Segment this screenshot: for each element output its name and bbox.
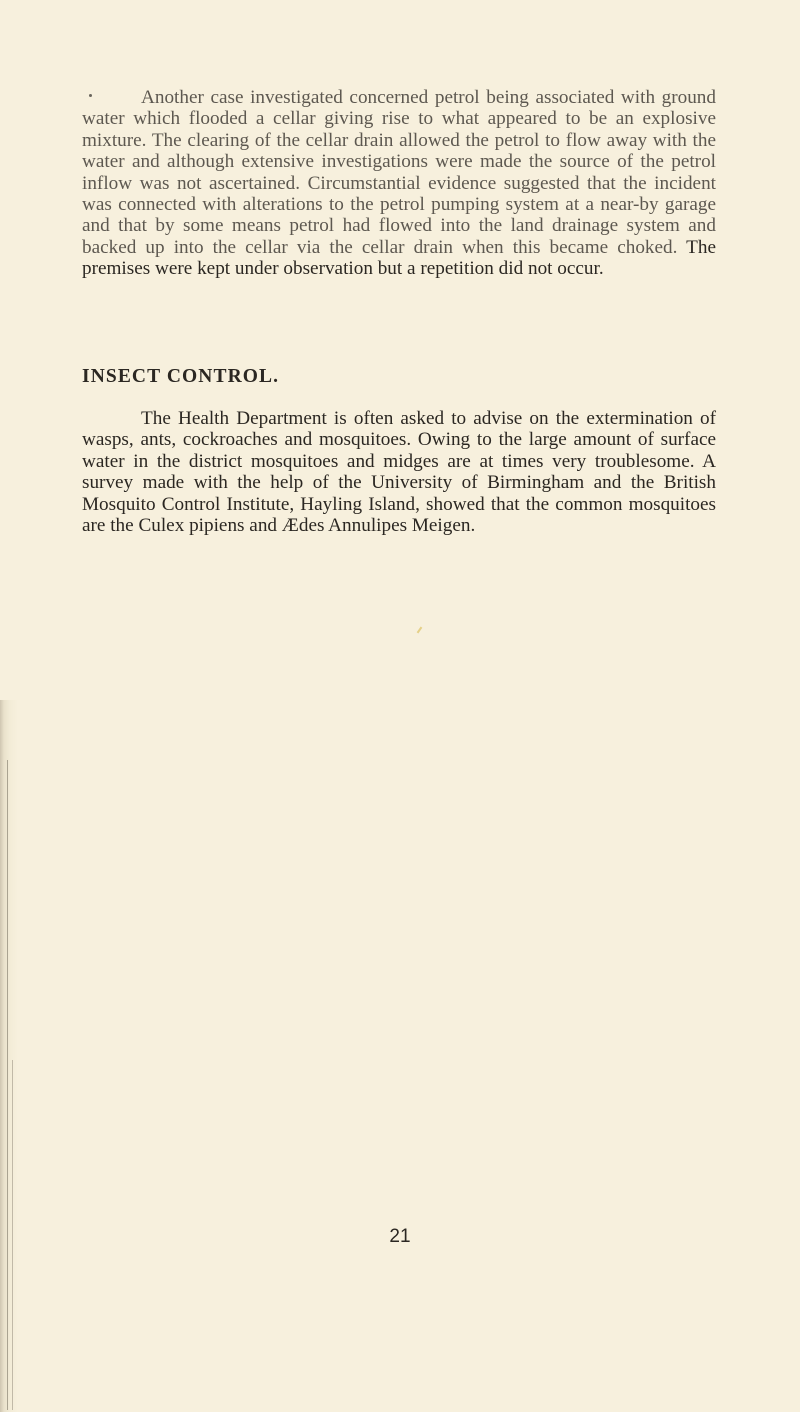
paragraph-petrol-case-lead: Another case investigated concerned petrol being associated with ground water which flooded a cellar giving rise to what appeared to be an explosive mixture. The clearing of the cellar drain allowed the petrol to flow away with the water and although extensive investigations were made the source of the petrol inflow was not ascertained. Circumstantial evidence suggested that the incident was connected with alterations to the petrol pumping system at a near-by garage and that by some means petrol had flowed into the land drainage system and backed up into the cellar via the cellar drain when this became choked.	[82, 87, 716, 258]
paragraph-petrol-case	[82, 87, 716, 280]
paragraph-petrol-case-tail: The premises were kept under observation but a repetition did not occur.	[82, 236, 717, 280]
page-number: 21	[389, 1226, 411, 1247]
binding-edge-line	[7, 760, 8, 1410]
binding-edge-shadow	[0, 700, 18, 1412]
section-heading-insect-control: INSECT CONTROL.	[82, 366, 280, 387]
paragraph-insect-control: The Health Department is often asked to advise on the extermination of wasps, ants, cockroaches and mosquitoes. Owing to the large amount of surface water in the district mosquitoes and midges are at times very troublesome. A survey made with the help of the University of Birmingham and the British Mosquito Control Institute, Hayling Island, showed that the common mosquitoes are the Culex pipiens and Ædes Annulipes Meigen.	[82, 408, 716, 537]
paper-speck	[417, 627, 423, 634]
